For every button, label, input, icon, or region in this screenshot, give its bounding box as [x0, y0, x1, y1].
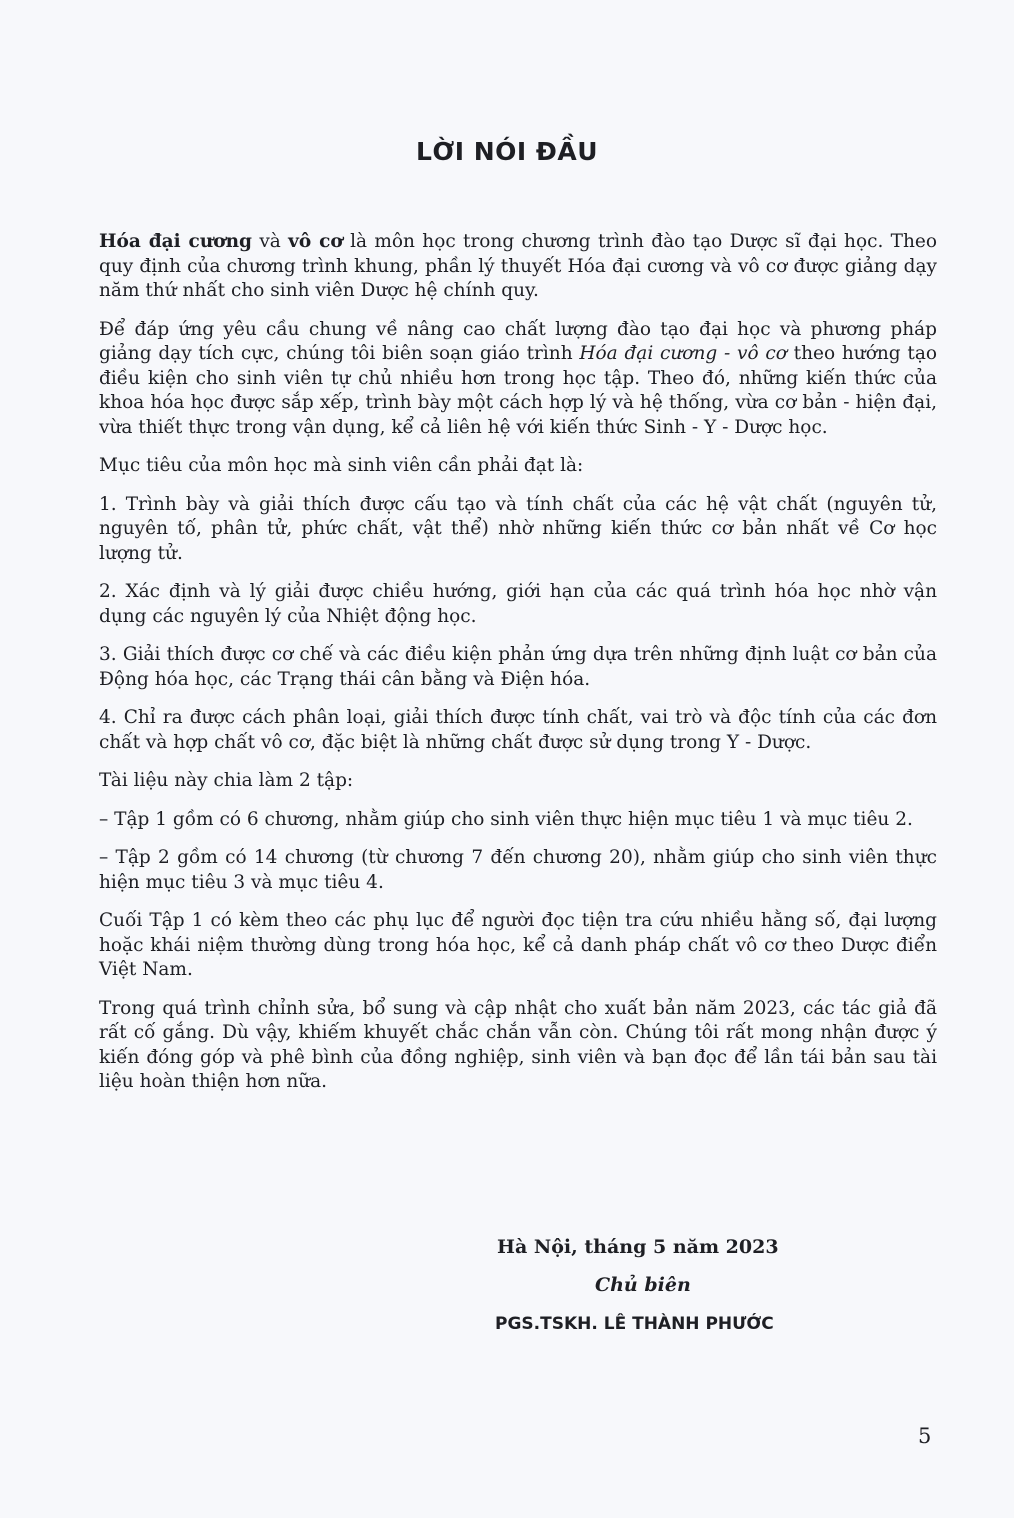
paragraph-text: và [251, 231, 289, 252]
page-number: 5 [918, 1424, 932, 1448]
paragraph-text: Để đáp ứng yêu cầu chung về nâng cao chất lượng đào tạo đại học và phương pháp giảng dạy tích cực, chúng tôi biên soạn giáo trình [99, 318, 937, 364]
volume-2-description: – Tập 2 gồm có 14 chương (từ chương 7 đến chương 20), nhằm giúp cho sinh viên thực hiện mục tiêu 3 và mục tiêu 4. [99, 847, 937, 893]
paragraph-appendix: Cuối Tập 1 có kèm theo các phụ lục để người đọc tiện tra cứu nhiều hằng số, đại lượng hoặc khái niệm thường dùng trong hóa học, kể cả danh pháp chất vô cơ theo Dược điển Việt Nam. [99, 910, 937, 980]
preface-body [99, 230, 937, 1109]
objective-4: 4. Chỉ ra được cách phân loại, giải thích được tính chất, vai trò và độc tính của các đơn chất và hợp chất vô cơ, đặc biệt là những chất được sử dụng trong Y - Dược. [99, 707, 937, 753]
subject-name-bold: Hóa đại cương [99, 231, 252, 252]
objective-3: 3. Giải thích được cơ chế và các điều kiện phản ứng dựa trên những định luật cơ bản của Động hóa học, các Trạng thái cân bằng và Điện hóa. [99, 644, 937, 690]
volume-1-description: – Tập 1 gồm có 6 chương, nhằm giúp cho sinh viên thực hiện mục tiêu 1 và mục tiêu 2. [99, 808, 913, 830]
paragraph-text: là môn học trong chương trình đào tạo Dược sĩ đại học. Theo quy định của chương trình khung, phần lý thuyết Hóa đại cương và vô cơ được giảng dạy năm thứ nhất cho sinh viên Dược hệ chính quy. [99, 231, 937, 301]
objective-1: 1. Trình bày và giải thích được cấu tạo và tính chất của các hệ vật chất (nguyên tử, nguyên tố, phân tử, phức chất, vật thể) nhờ những kiến thức cơ bản nhất về Cơ học lượng tử. [99, 493, 937, 564]
paragraph-closing: Trong quá trình chỉnh sửa, bổ sung và cập nhật cho xuất bản năm 2023, các tác giả đã rất cố gắng. Dù vậy, khiếm khuyết chắc chắn vẫn còn. Chúng tôi rất mong nhận được ý kiến đóng góp và phê bình của đồng nghiệp, sinh viên và bạn đọc để lần tái bản sau tài liệu hoàn thiện hơn nữa. [99, 997, 937, 1092]
signature-author: PGS.TSKH. LÊ THÀNH PHƯỚC [495, 1314, 774, 1334]
paragraph-purpose [99, 318, 937, 441]
objective-2: 2. Xác định và lý giải được chiều hướng, giới hạn của các quá trình hóa học nhờ vận dụng các nguyên lý của Nhiệt động học. [99, 581, 937, 627]
paragraph-volumes-intro: Tài liệu này chia làm 2 tập: [99, 770, 354, 791]
paragraph-text: theo hướng tạo điều kiện cho sinh viên tự chủ nhiều hơn trong học tập. Theo đó, những kiến thức của khoa hóa học được sắp xếp, trình bày một cách hợp lý và hệ thống, vừa cơ bản - hiện đại, vừa thiết thực trong vận dụng, kể cả liên hệ với kiến thức Sinh - Y - Dược học. [99, 343, 937, 438]
page-title: LỜI NÓI ĐẦU [415, 137, 599, 166]
subject-name-bold-2: vô cơ [288, 231, 343, 252]
signature-place-date: Hà Nội, tháng 5 năm 2023 [497, 1236, 779, 1258]
textbook-title-italic: Hóa đại cương - vô cơ [579, 343, 787, 364]
paragraph-objectives-intro: Mục tiêu của môn học mà sinh viên cần phải đạt là: [99, 455, 584, 476]
signature-role: Chủ biên [595, 1274, 691, 1296]
paragraph-intro [99, 230, 937, 304]
